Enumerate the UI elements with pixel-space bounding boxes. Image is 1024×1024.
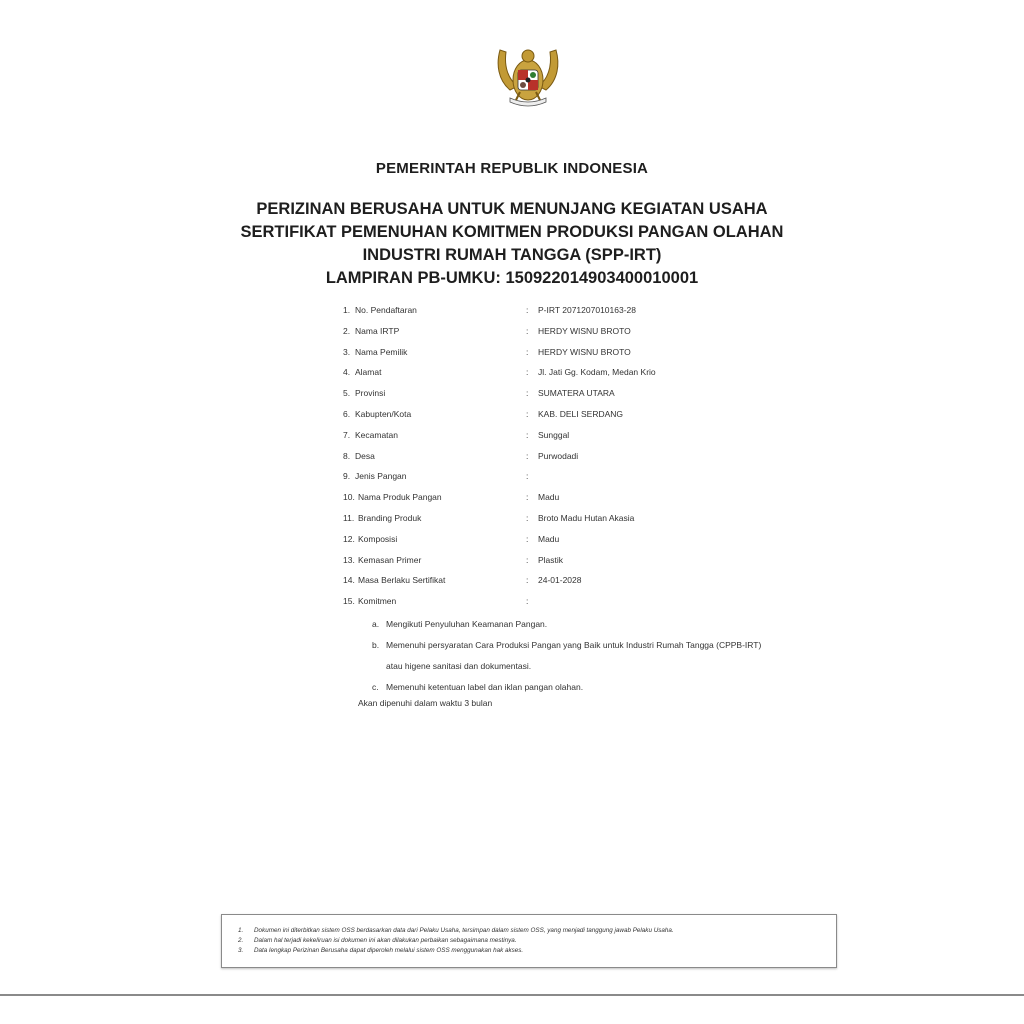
field-nama-produk-pangan [343, 492, 763, 513]
field-colon: : [526, 533, 529, 544]
field-label: Branding Produk [358, 512, 422, 523]
field-number: 10. [343, 492, 355, 503]
title-line-3: INDUSTRI RUMAH TANGGA (SPP-IRT) [362, 246, 662, 264]
pb-umku-number: LAMPIRAN PB-UMKU: 150922014903400010001 [325, 269, 699, 287]
field-label: Nama IRTP [355, 325, 400, 336]
field-number: 9. [343, 471, 351, 482]
title-line-1: PERIZINAN BERUSAHA UNTUK MENUNJANG KEGIATAN USAHA [256, 200, 768, 218]
commitment-item [372, 635, 762, 677]
field-nama-pemilik [343, 347, 763, 368]
field-number: 3. [343, 346, 351, 357]
field-colon: : [526, 492, 529, 503]
field-label: Jenis Pangan [355, 471, 407, 482]
field-nama-irtp [343, 326, 763, 347]
field-value: SUMATERA UTARA [538, 388, 615, 399]
field-label: Komitmen [358, 596, 397, 607]
field-alamat [343, 367, 763, 388]
disclaimer-text: Dokumen ini diterbitkan sistem OSS berdasarkan data dari Pelaku Usaha, tersimpan dalam sistem OSS, yang menjadi tanggung jawab Pelaku Usaha. [254, 927, 674, 934]
field-number: 7. [343, 429, 351, 440]
commitment-item [372, 614, 762, 635]
commitment-text: Memenuhi ketentuan label dan iklan pangan olahan. [386, 682, 584, 692]
field-colon: : [526, 367, 529, 378]
field-label: Desa [355, 450, 375, 461]
field-masa-berlaku [343, 575, 763, 596]
disclaimer-item [238, 926, 674, 936]
field-label: Kabupten/Kota [355, 408, 412, 419]
field-komposisi [343, 534, 763, 555]
field-colon: : [526, 305, 529, 315]
field-kabupaten-kota [343, 409, 763, 430]
field-colon: : [526, 408, 529, 419]
disclaimer-number: 3. [238, 947, 244, 954]
field-value: KAB. DELI SERDANG [538, 408, 624, 419]
disclaimer-number: 2. [238, 937, 244, 944]
certificate-fields [343, 305, 763, 617]
field-label: Kecamatan [355, 429, 398, 440]
field-value: HERDY WISNU BROTO [538, 325, 631, 336]
document-title [0, 198, 1024, 290]
field-colon: : [526, 429, 529, 440]
field-desa [343, 451, 763, 472]
field-colon: : [526, 575, 529, 586]
fulfillment-note: Akan dipenuhi dalam waktu 3 bulan [358, 698, 493, 708]
field-number: 1. [343, 305, 351, 315]
field-label: Alamat [355, 367, 382, 378]
field-value: Sunggal [538, 429, 570, 440]
field-number: 11. [343, 512, 355, 523]
commitment-letter: a. [372, 619, 380, 629]
field-label: Masa Berlaku Sertifikat [358, 575, 446, 586]
field-number: 5. [343, 388, 351, 399]
field-label: Nama Produk Pangan [358, 492, 442, 503]
field-number: 4. [343, 367, 351, 378]
field-label: Nama Pemilik [355, 346, 408, 357]
field-branding-produk [343, 513, 763, 534]
commitment-text: Mengikuti Penyuluhan Keamanan Pangan. [386, 619, 548, 629]
government-heading: PEMERINTAH REPUBLIK INDONESIA [375, 160, 649, 177]
garuda-emblem-icon [492, 40, 564, 114]
field-kemasan-primer [343, 555, 763, 576]
field-colon: : [526, 325, 529, 336]
field-number: 15. [343, 596, 355, 607]
field-colon: : [526, 596, 529, 607]
field-colon: : [526, 388, 529, 399]
field-value: HERDY WISNU BROTO [538, 346, 631, 357]
disclaimer-list [238, 926, 674, 956]
field-label: Provinsi [355, 388, 386, 399]
field-number: 12. [343, 533, 355, 544]
disclaimer-item [238, 936, 674, 946]
field-jenis-pangan [343, 471, 763, 492]
commitment-letter: b. [372, 640, 380, 650]
field-value: 24-01-2028 [538, 575, 582, 586]
field-colon: : [526, 512, 529, 523]
field-value: Broto Madu Hutan Akasia [538, 512, 635, 523]
field-label: Komposisi [358, 533, 398, 544]
field-value: Plastik [538, 554, 564, 565]
field-label: Kemasan Primer [358, 554, 422, 565]
field-provinsi [343, 388, 763, 409]
field-label: No. Pendaftaran [355, 305, 417, 315]
field-number: 6. [343, 408, 351, 419]
field-colon: : [526, 450, 529, 461]
field-colon: : [526, 554, 529, 565]
commitment-letter: c. [372, 682, 379, 692]
title-line-2: SERTIFIKAT PEMENUHAN KOMITMEN PRODUKSI PANGAN OLAHAN [240, 223, 784, 241]
field-value: Jl. Jati Gg. Kodam, Medan Krio [538, 367, 656, 378]
disclaimer-number: 1. [238, 927, 244, 934]
field-colon: : [526, 346, 529, 357]
commitment-item [372, 677, 762, 698]
commitment-text: Memenuhi persyaratan Cara Produksi Pangan yang Baik untuk Industri Rumah Tangga (CPPB-IRT) atau higene sanitasi dan dokumentasi. [386, 640, 762, 671]
field-no-pendaftaran [343, 305, 763, 326]
field-value: Madu [538, 533, 560, 544]
disclaimer-text: Dalam hal terjadi kekeliruan isi dokumen ini akan dilakukan perbaikan sebagaimana mestinya. [254, 937, 517, 944]
footer-disclaimer-box [221, 914, 837, 968]
field-value: Purwodadi [538, 450, 579, 461]
page-bottom-divider [0, 994, 1024, 996]
field-kecamatan [343, 430, 763, 451]
field-number: 14. [343, 575, 355, 586]
field-value: Madu [538, 492, 560, 503]
field-colon: : [526, 471, 529, 482]
field-number: 2. [343, 325, 351, 336]
commitment-list [372, 614, 762, 698]
disclaimer-item [238, 946, 674, 956]
field-value: P-IRT 2071207010163-28 [538, 305, 636, 315]
field-number: 13. [343, 554, 355, 565]
disclaimer-text: Data lengkap Perizinan Berusaha dapat diperoleh melalui sistem OSS menggunakan hak akses. [254, 947, 524, 954]
field-number: 8. [343, 450, 351, 461]
